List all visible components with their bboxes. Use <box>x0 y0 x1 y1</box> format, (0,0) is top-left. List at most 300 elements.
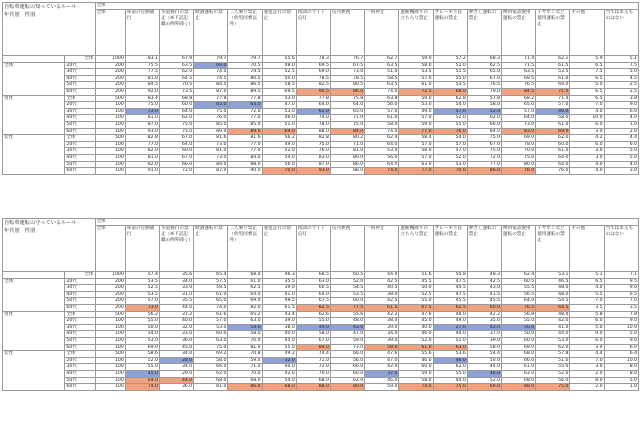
table-cell: 70.0 <box>296 370 330 377</box>
table-cell: 86.5 <box>228 82 262 89</box>
table-cell: 60.5 <box>502 278 536 285</box>
table-cell: 5.0 <box>570 324 604 331</box>
column-header: 飲酒運転の禁止 <box>194 226 228 272</box>
table-cell: 62.0 <box>536 344 570 351</box>
table-cell: 55.0 <box>262 344 296 351</box>
table-cell: 53.5 <box>125 278 159 285</box>
table-cell: 76.7 <box>330 56 364 63</box>
table-cell: 74.0 <box>194 69 228 76</box>
table-cell: 74.0 <box>194 304 228 311</box>
table-cell: 77.5 <box>125 69 159 76</box>
table-cell: 54.0 <box>262 154 296 161</box>
table-cell: 58.0 <box>365 121 399 128</box>
table-cell: 72.5 <box>399 88 433 95</box>
table-cell: 6.0 <box>570 141 604 148</box>
table-cell: 61.0 <box>194 291 228 298</box>
table-cell: 74.5 <box>194 75 228 82</box>
table-cell: 28.0 <box>159 357 193 364</box>
table-cell: 56.0 <box>262 161 296 168</box>
table-cell: 100 <box>95 108 125 115</box>
table-cell: 47.5 <box>433 291 467 298</box>
column-header: 夜間のライト点灯 <box>296 226 330 272</box>
table-cell: 52.0 <box>330 278 364 285</box>
table-title-cell <box>3 219 96 272</box>
table-cell: 61.0 <box>399 344 433 351</box>
table-cell: 86.0 <box>330 88 364 95</box>
table-cell: 68.0 <box>502 377 536 384</box>
table-cell: 47.0 <box>365 357 399 364</box>
table-cell: 54.0 <box>125 331 159 338</box>
table-cell: 7.1 <box>604 272 638 279</box>
table-cell: 69.0 <box>228 298 262 305</box>
table-cell: 64.0 <box>536 161 570 168</box>
table-row <box>3 69 639 76</box>
table-cell: 100 <box>95 168 125 175</box>
table-cell: 75.0 <box>467 148 501 155</box>
table-cell: 54.5 <box>330 285 364 292</box>
table-cell: 74.4 <box>296 351 330 358</box>
table-cell: 57.0 <box>399 141 433 148</box>
table-cell: 53.0 <box>365 148 399 155</box>
table-cell: 61.6 <box>194 311 228 318</box>
table-cell: 88.0 <box>228 161 262 168</box>
table-cell: 77.8 <box>228 95 262 102</box>
table-cell: 75.0 <box>159 128 193 135</box>
row-label: 50代 <box>65 377 95 384</box>
row-label: 20代 <box>65 318 95 325</box>
table-cell: 53.0 <box>536 337 570 344</box>
row-group-label: 女性 <box>3 135 65 175</box>
table-cell: 61.0 <box>536 75 570 82</box>
table-row <box>3 298 639 305</box>
table-cell: 47.6 <box>365 351 399 358</box>
table-cell: 53.0 <box>262 108 296 115</box>
table-cell: 69.5 <box>296 62 330 69</box>
table-cell: 49.0 <box>433 318 467 325</box>
table-cell: 45.0 <box>399 318 433 325</box>
table-cell: 58.0 <box>467 344 501 351</box>
table-cell: 37.0 <box>365 370 399 377</box>
table-cell: 63.0 <box>399 161 433 168</box>
table-cell: 43.4 <box>262 311 296 318</box>
table-cell: 75.0 <box>194 108 228 115</box>
table-cell: 100 <box>95 377 125 384</box>
table-cell: 62.0 <box>467 115 501 122</box>
row-label: 40代 <box>65 115 95 122</box>
column-header: 一時停止 <box>365 226 399 272</box>
table-cell: 73.0 <box>194 141 228 148</box>
table-cell: 81.0 <box>125 115 159 122</box>
table-cell: 52.0 <box>536 370 570 377</box>
row-label: 50代 <box>65 161 95 168</box>
table-cell: 44.0 <box>159 304 193 311</box>
table-cell: 49.0 <box>399 108 433 115</box>
table-cell: 70.0 <box>433 168 467 175</box>
table-cell: 100 <box>95 121 125 128</box>
row-group-label: 全体 <box>3 62 65 95</box>
table-cell: 69.0 <box>125 344 159 351</box>
table-cell: 57.0 <box>502 108 536 115</box>
table-cell: 54.5 <box>536 298 570 305</box>
column-header: 一時停止 <box>365 10 399 56</box>
table-cell: 32.0 <box>262 357 296 364</box>
table-cell: 52.5 <box>262 69 296 76</box>
table-cell: 77.0 <box>467 161 501 168</box>
table-cell: 75.0 <box>467 135 501 142</box>
table-cell: 58.0 <box>365 344 399 351</box>
table-cell: 35.0 <box>467 318 501 325</box>
table-cell: 42.2 <box>467 311 501 318</box>
table-cell: 31.0 <box>159 291 193 298</box>
table-cell: 85.0 <box>194 121 228 128</box>
table-cell: 62.6 <box>296 311 330 318</box>
table-cell: 74.0 <box>125 384 159 391</box>
table-cell: 63.0 <box>228 318 262 325</box>
table-cell: 64.0 <box>502 298 536 305</box>
table-cell: 69.0 <box>502 135 536 142</box>
row-label: 全体 <box>65 272 95 279</box>
table-cell: 62.5 <box>467 62 501 69</box>
table-cell: 63.5 <box>365 82 399 89</box>
table-row <box>3 364 639 371</box>
table-cell: 55.0 <box>502 318 536 325</box>
table-cell: 55.0 <box>536 364 570 371</box>
row-label: 60代 <box>65 88 95 95</box>
table-cell: 10.0 <box>604 357 638 364</box>
table-cell: 76.0 <box>433 128 467 135</box>
table-cell: 88.0 <box>502 384 536 391</box>
table-cell: 42.5 <box>467 278 501 285</box>
table-row <box>3 337 639 344</box>
table-cell: 55.6 <box>399 351 433 358</box>
table-row <box>3 62 639 69</box>
table-cell: 34.0 <box>365 331 399 338</box>
table-cell: 63.0 <box>194 337 228 344</box>
table-cell: 59.0 <box>365 384 399 391</box>
table-cell: 46.0 <box>365 377 399 384</box>
table-row <box>3 318 639 325</box>
table-cell: 1000 <box>95 272 125 279</box>
table-title: 自転車運転の知っているルール <box>4 4 77 10</box>
table-row <box>3 168 639 175</box>
table-cell: 75.0 <box>194 344 228 351</box>
table-cell: 72.0 <box>228 108 262 115</box>
table-cell: 71.0 <box>536 88 570 95</box>
table-cell: 4.0 <box>604 161 638 168</box>
table-cell: 77.0 <box>228 141 262 148</box>
table-cell: 50.0 <box>467 357 501 364</box>
table-cell: 9.0 <box>604 318 638 325</box>
row-label: 50代 <box>65 82 95 89</box>
table-cell: 88.0 <box>330 168 364 175</box>
table-cell: 3.5 <box>570 304 604 311</box>
table-cell: 6.5 <box>570 75 604 82</box>
table-cell: 52.0 <box>467 377 501 384</box>
row-label: 20代 <box>65 357 95 364</box>
table-cell: 7.0 <box>570 298 604 305</box>
column-header: 飲酒運転の禁止 <box>194 10 228 56</box>
table-cell: 54.0 <box>262 377 296 384</box>
table-cell: 84.5 <box>125 82 159 89</box>
table-cell: 100 <box>95 318 125 325</box>
table-cell: 36.0 <box>159 337 193 344</box>
column-header: その他 <box>570 226 604 272</box>
table-cell: 59.5 <box>194 285 228 292</box>
table-cell: 63.8 <box>365 95 399 102</box>
table-title-cell <box>3 3 96 56</box>
table-cell: 62.0 <box>330 377 364 384</box>
table-cell: 49.2 <box>262 351 296 358</box>
table-cell: 56.0 <box>365 154 399 161</box>
table-cell: 60.0 <box>330 370 364 377</box>
row-label: 60代 <box>65 304 95 311</box>
table-cell: 48.0 <box>433 311 467 318</box>
table-cell: 4.0 <box>570 285 604 292</box>
table-cell: 71.4 <box>502 56 536 63</box>
table-cell: 62.1 <box>536 56 570 63</box>
table-cell: 64.0 <box>228 102 262 109</box>
table-cell: 48.0 <box>536 285 570 292</box>
table-cell: 59.0 <box>399 121 433 128</box>
row-label: 60代 <box>65 128 95 135</box>
table-cell: 82.5 <box>296 304 330 311</box>
table-cell: 74.0 <box>399 384 433 391</box>
row-label: 30代 <box>65 148 95 155</box>
table-cell: 47.0 <box>262 102 296 109</box>
table-cell: 69.2 <box>194 351 228 358</box>
table-cell: 45.0 <box>159 344 193 351</box>
table-cell: 57.2 <box>433 56 467 63</box>
table-row <box>3 95 639 102</box>
row-label: 全体 <box>65 311 95 318</box>
table-cell: 89.5 <box>228 88 262 95</box>
table-row <box>3 357 639 364</box>
table-cell: 65.4 <box>194 272 228 279</box>
column-header: 当てはまるものはない <box>604 10 638 56</box>
table-cell: 44.0 <box>536 331 570 338</box>
table-cell: 100 <box>95 364 125 371</box>
table-cell: 77.0 <box>399 168 433 175</box>
table-cell: 200 <box>95 298 125 305</box>
table-cell: 84.0 <box>194 161 228 168</box>
table-cell: 82.0 <box>125 161 159 168</box>
table-cell: 57.0 <box>194 318 228 325</box>
table-cell: 9.0 <box>604 285 638 292</box>
table-cell: 55.0 <box>399 298 433 305</box>
table-cell: 70.0 <box>228 370 262 377</box>
table-cell: 2.5 <box>604 88 638 95</box>
table-cell: 57.4 <box>125 272 159 279</box>
table-cell: 51.0 <box>433 62 467 69</box>
table-cell: 34.0 <box>159 364 193 371</box>
table-cell: 73.0 <box>502 121 536 128</box>
table-cell: 57.0 <box>433 148 467 155</box>
table-cell: 100 <box>95 337 125 344</box>
table-cell: 40.0 <box>262 364 296 371</box>
table-cell: 3.0 <box>604 168 638 175</box>
table-cell: 70.0 <box>262 168 296 175</box>
table-cell: 39.0 <box>262 285 296 292</box>
table-cell: 7.0 <box>570 102 604 109</box>
table-cell: 100 <box>95 128 125 135</box>
table-cell: 81.0 <box>125 75 159 82</box>
table-cell: 51.5 <box>433 69 467 76</box>
table-cell: 6.5 <box>570 88 604 95</box>
table-cell: 46.3 <box>262 272 296 279</box>
table-cell: 60.0 <box>330 298 364 305</box>
table-cell: 60.0 <box>159 148 193 155</box>
table-cell: 9.0 <box>604 337 638 344</box>
table-cell: 89.0 <box>228 128 262 135</box>
table-cell: 54.0 <box>433 102 467 109</box>
table-cell: 60.0 <box>536 141 570 148</box>
table-cell: 34.0 <box>159 351 193 358</box>
table-cell: 6.0 <box>570 318 604 325</box>
table-cell: 9.5 <box>604 278 638 285</box>
row-label: 全体 <box>65 135 95 142</box>
table-cell: 500 <box>95 351 125 358</box>
table-cell: 55.0 <box>433 121 467 128</box>
table-cell: 64.0 <box>365 161 399 168</box>
table-cell: 6.4 <box>604 351 638 358</box>
table-cell: 73.0 <box>194 154 228 161</box>
table-cell: 77.0 <box>125 141 159 148</box>
table-cell: 71.5 <box>502 62 536 69</box>
table-cell: 65.0 <box>194 102 228 109</box>
table-cell: 75.0 <box>330 121 364 128</box>
table-cell: 84.5 <box>194 82 228 89</box>
table-cell: 76.5 <box>467 82 501 89</box>
table-cell: 61.0 <box>536 121 570 128</box>
column-header: イヤホンなど使用運転の禁止 <box>536 10 570 56</box>
table-cell: 67.5 <box>296 298 330 305</box>
table-cell: 51.0 <box>433 337 467 344</box>
table-cell: 93.0 <box>125 128 159 135</box>
table-cell: 90.5 <box>296 88 330 95</box>
table-cell: 72.0 <box>467 154 501 161</box>
table-cell: 42.0 <box>467 324 501 331</box>
table-cell: 84.0 <box>296 344 330 351</box>
table-cell: 62.0 <box>159 115 193 122</box>
table-cell: 70.0 <box>502 148 536 155</box>
table-cell: 64.0 <box>228 291 262 298</box>
table-cell: 73.0 <box>330 69 364 76</box>
table-cell: 200 <box>95 291 125 298</box>
table-cell: 43.0 <box>467 285 501 292</box>
table-cell: 77.8 <box>296 95 330 102</box>
table-cell: 52.0 <box>125 357 159 364</box>
table-row <box>3 102 639 109</box>
table-cell: 61.0 <box>399 82 433 89</box>
table-cell: 42.0 <box>536 318 570 325</box>
table-cell: 200 <box>95 304 125 311</box>
table-cell: 58.0 <box>296 331 330 338</box>
column-header: 全体 <box>95 10 125 56</box>
table-cell: 57.0 <box>365 108 399 115</box>
table-cell: 68.3 <box>467 56 501 63</box>
table-cell: 71.4 <box>536 95 570 102</box>
table-cell: 61.0 <box>228 278 262 285</box>
table-cell: 44.5 <box>433 285 467 292</box>
table-cell: 7.5 <box>604 62 638 69</box>
table-cell: 64.0 <box>159 108 193 115</box>
table-cell: 200 <box>95 62 125 69</box>
table-cell: 64.0 <box>365 141 399 148</box>
table-cell: 79.7 <box>194 56 228 63</box>
table-cell: 83.0 <box>502 128 536 135</box>
table-cell: 77.0 <box>399 128 433 135</box>
table-cell: 80.5 <box>228 75 262 82</box>
table-cell: 50.0 <box>125 324 159 331</box>
table-cell: 41.5 <box>467 291 501 298</box>
table-cell: 52.0 <box>399 337 433 344</box>
table-cell: 40.0 <box>159 318 193 325</box>
table-cell: 3.8 <box>604 95 638 102</box>
table-cell: 500 <box>95 311 125 318</box>
table-cell: 58.0 <box>399 377 433 384</box>
table-cell: 73.0 <box>125 108 159 115</box>
table-cell: 52.0 <box>262 148 296 155</box>
row-label: 50代 <box>65 121 95 128</box>
table-cell: 53.1 <box>536 272 570 279</box>
table-cell: 75.0 <box>125 102 159 109</box>
table-row <box>3 161 639 168</box>
table-cell: 59.0 <box>330 337 364 344</box>
row-label: 60代 <box>65 384 95 391</box>
table-cell: 70.5 <box>228 62 262 69</box>
table-cell: 200 <box>95 82 125 89</box>
table-cell: 66.0 <box>502 357 536 364</box>
table-cell: 63.5 <box>502 69 536 76</box>
table-cell: 83.0 <box>296 154 330 161</box>
table-cell: 84.0 <box>467 128 501 135</box>
row-label: 全体 <box>65 56 95 63</box>
table-cell: 45.5 <box>399 278 433 285</box>
group-header: 全体 <box>95 3 638 10</box>
table-cell: 500 <box>95 95 125 102</box>
table-cell: 200 <box>95 285 125 292</box>
table-cell: 76.0 <box>536 168 570 175</box>
table-cell: 46.0 <box>536 108 570 115</box>
table-cell: 53.0 <box>399 102 433 109</box>
table-cell: 64.0 <box>330 102 364 109</box>
table-cell: 62.5 <box>433 304 467 311</box>
row-label: 60代 <box>65 168 95 175</box>
table-cell: 53.5 <box>399 69 433 76</box>
table-cell: 62.0 <box>433 364 467 371</box>
table-cell: 76.5 <box>502 304 536 311</box>
table-cell: 75.0 <box>159 121 193 128</box>
table-cell: 56.8 <box>502 311 536 318</box>
table-cell: 100 <box>95 141 125 148</box>
table-cell: 42.5 <box>365 298 399 305</box>
table-cell: 53.0 <box>262 95 296 102</box>
table-cell: 70.5 <box>159 82 193 89</box>
table-cell: 89.0 <box>194 128 228 135</box>
table-cell: 57.5 <box>194 278 228 285</box>
table-cell: 66.0 <box>467 121 501 128</box>
table-row <box>3 324 639 331</box>
table-cell: 69.0 <box>536 128 570 135</box>
table-cell: 62.4 <box>365 135 399 142</box>
table-cell: 64.0 <box>536 154 570 161</box>
table-cell: 5.0 <box>570 82 604 89</box>
table-row <box>3 141 639 148</box>
table-cell: 78.5 <box>296 75 330 82</box>
table-cell: 80.0 <box>330 384 364 391</box>
table-cell: 40.0 <box>433 377 467 384</box>
table-cell: 2.0 <box>604 128 638 135</box>
